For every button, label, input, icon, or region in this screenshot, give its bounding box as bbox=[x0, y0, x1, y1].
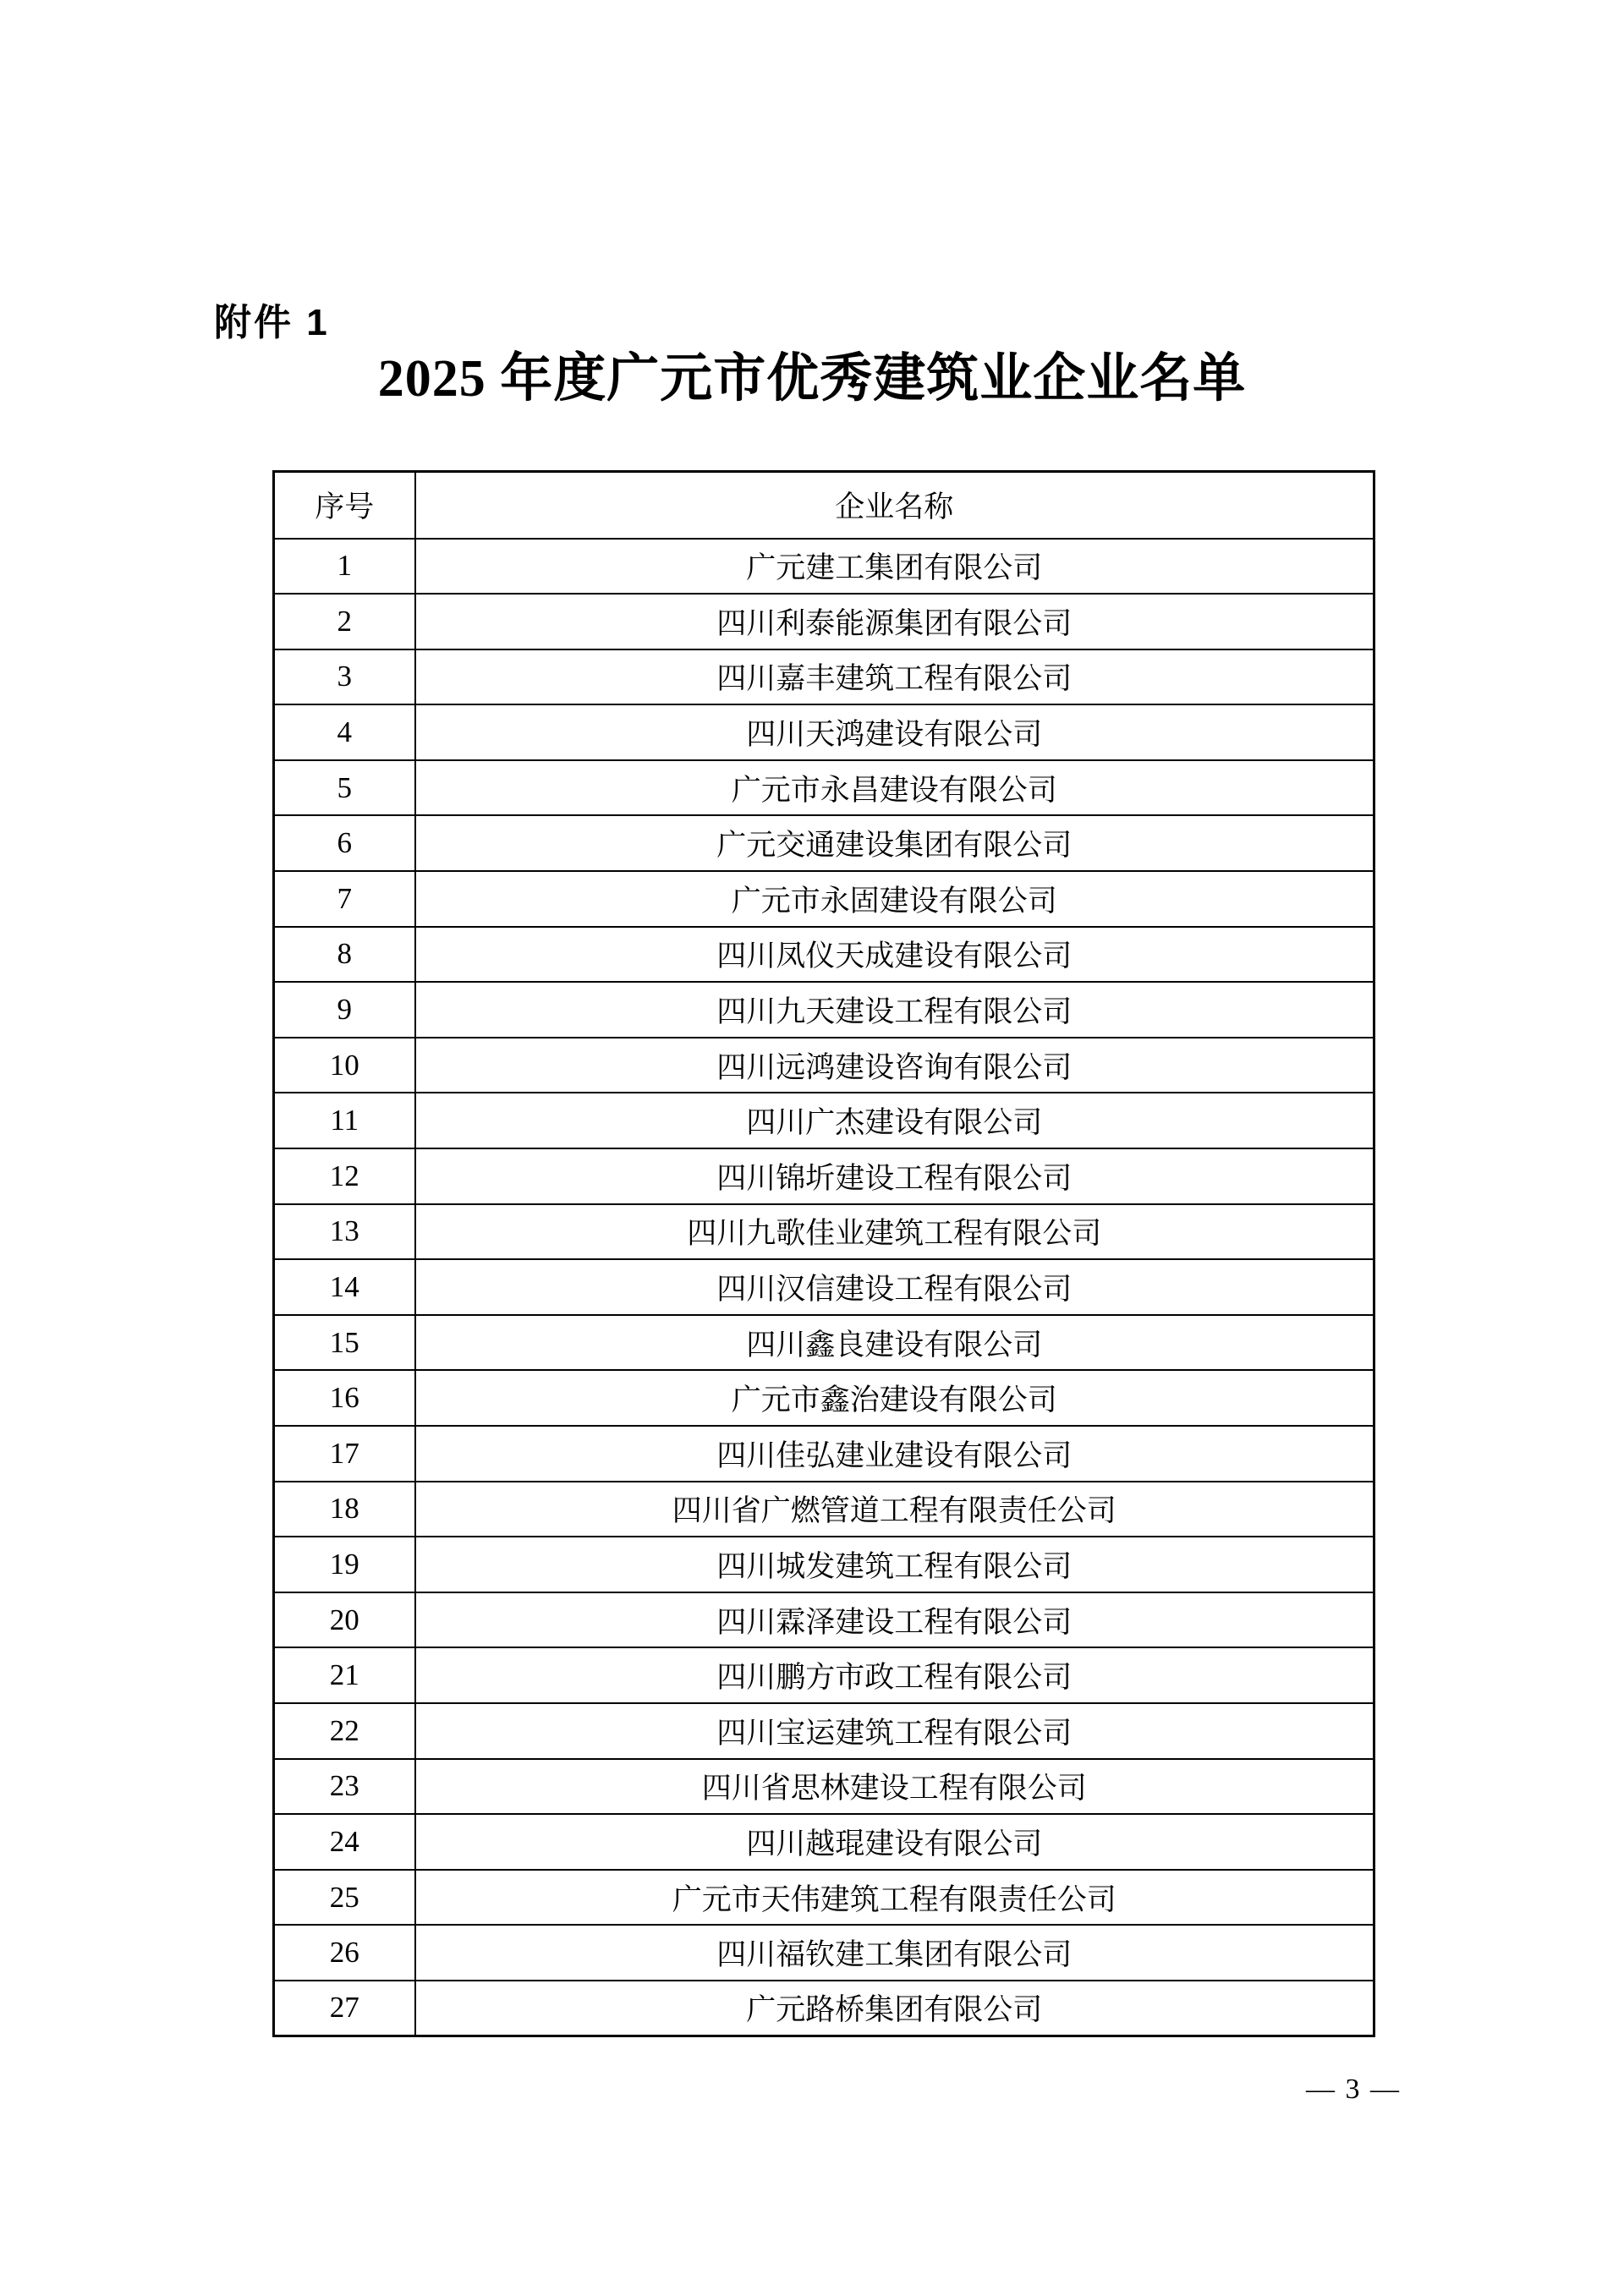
table-row bbox=[274, 1870, 1374, 1926]
table-row bbox=[274, 871, 1374, 927]
table-row bbox=[274, 1925, 1374, 1981]
row-number: 16 bbox=[274, 1370, 415, 1426]
row-number: 17 bbox=[274, 1426, 415, 1482]
column-header-index: 序号 bbox=[274, 472, 415, 539]
table-row bbox=[274, 594, 1374, 649]
company-name: 四川九歌佳业建筑工程有限公司 bbox=[415, 1204, 1374, 1260]
row-number: 3 bbox=[274, 649, 415, 705]
table-row bbox=[274, 649, 1374, 705]
page-number: — 3 — bbox=[1306, 2074, 1401, 2105]
table-row bbox=[274, 1426, 1374, 1482]
row-number: 6 bbox=[274, 815, 415, 871]
table-row bbox=[274, 982, 1374, 1038]
row-number: 2 bbox=[274, 594, 415, 649]
row-number: 24 bbox=[274, 1814, 415, 1870]
company-name: 广元交通建设集团有限公司 bbox=[415, 815, 1374, 871]
company-name: 四川省思林建设工程有限公司 bbox=[415, 1759, 1374, 1815]
page-title: 2025 年度广元市优秀建筑业企业名单 bbox=[377, 350, 1247, 408]
table-body bbox=[274, 539, 1374, 2036]
row-number: 7 bbox=[274, 871, 415, 927]
row-number: 4 bbox=[274, 704, 415, 760]
row-number: 11 bbox=[274, 1093, 415, 1148]
table-row bbox=[274, 1259, 1374, 1315]
row-number: 21 bbox=[274, 1647, 415, 1703]
table-row bbox=[274, 1093, 1374, 1148]
company-name: 广元建工集团有限公司 bbox=[415, 539, 1374, 595]
company-name: 广元市永固建设有限公司 bbox=[415, 871, 1374, 927]
row-number: 13 bbox=[274, 1204, 415, 1260]
row-number: 8 bbox=[274, 927, 415, 983]
row-number: 14 bbox=[274, 1259, 415, 1315]
company-name: 四川锦圻建设工程有限公司 bbox=[415, 1148, 1374, 1204]
table-row bbox=[274, 815, 1374, 871]
company-name: 四川天鸿建设有限公司 bbox=[415, 704, 1374, 760]
table-row bbox=[274, 704, 1374, 760]
company-name: 四川九天建设工程有限公司 bbox=[415, 982, 1374, 1038]
table-row bbox=[274, 1703, 1374, 1759]
company-name: 四川利泰能源集团有限公司 bbox=[415, 594, 1374, 649]
company-name: 四川广杰建设有限公司 bbox=[415, 1093, 1374, 1148]
row-number: 20 bbox=[274, 1592, 415, 1648]
row-number: 1 bbox=[274, 539, 415, 595]
table-row bbox=[274, 1204, 1374, 1260]
row-number: 10 bbox=[274, 1038, 415, 1093]
row-number: 15 bbox=[274, 1315, 415, 1371]
table-row bbox=[274, 1592, 1374, 1648]
column-header-name: 企业名称 bbox=[415, 472, 1374, 539]
row-number: 26 bbox=[274, 1925, 415, 1981]
table-row bbox=[274, 760, 1374, 816]
table-row bbox=[274, 1038, 1374, 1093]
table-header bbox=[274, 472, 1374, 539]
company-name: 广元市鑫治建设有限公司 bbox=[415, 1370, 1374, 1426]
table-row bbox=[274, 1148, 1374, 1204]
companies-table bbox=[272, 470, 1375, 2037]
company-name: 四川鑫良建设有限公司 bbox=[415, 1315, 1374, 1371]
table-row bbox=[274, 1759, 1374, 1815]
row-number: 19 bbox=[274, 1537, 415, 1592]
row-number: 25 bbox=[274, 1870, 415, 1926]
company-name: 四川嘉丰建筑工程有限公司 bbox=[415, 649, 1374, 705]
row-number: 22 bbox=[274, 1703, 415, 1759]
company-name: 四川鹏方市政工程有限公司 bbox=[415, 1647, 1374, 1703]
company-name: 四川汉信建设工程有限公司 bbox=[415, 1259, 1374, 1315]
attachment-label: 附件 1 bbox=[214, 302, 330, 343]
company-name: 四川宝运建筑工程有限公司 bbox=[415, 1703, 1374, 1759]
table-row bbox=[274, 1814, 1374, 1870]
company-name: 四川福钦建工集团有限公司 bbox=[415, 1925, 1374, 1981]
company-name: 四川凤仪天成建设有限公司 bbox=[415, 927, 1374, 983]
company-name: 广元路桥集团有限公司 bbox=[415, 1981, 1374, 2036]
company-name: 广元市永昌建设有限公司 bbox=[415, 760, 1374, 816]
table-row bbox=[274, 1370, 1374, 1426]
company-name: 四川佳弘建业建设有限公司 bbox=[415, 1426, 1374, 1482]
company-name: 四川城发建筑工程有限公司 bbox=[415, 1537, 1374, 1592]
row-number: 18 bbox=[274, 1482, 415, 1537]
table-row bbox=[274, 539, 1374, 595]
company-name: 广元市天伟建筑工程有限责任公司 bbox=[415, 1870, 1374, 1926]
row-number: 23 bbox=[274, 1759, 415, 1815]
table-row bbox=[274, 1315, 1374, 1371]
table-row bbox=[274, 1482, 1374, 1537]
row-number: 9 bbox=[274, 982, 415, 1038]
table-row bbox=[274, 927, 1374, 983]
company-name: 四川越琨建设有限公司 bbox=[415, 1814, 1374, 1870]
company-name: 四川霖泽建设工程有限公司 bbox=[415, 1592, 1374, 1648]
table-row bbox=[274, 1647, 1374, 1703]
company-name: 四川远鸿建设咨询有限公司 bbox=[415, 1038, 1374, 1093]
row-number: 5 bbox=[274, 760, 415, 816]
table-header-row bbox=[274, 472, 1374, 539]
row-number: 12 bbox=[274, 1148, 415, 1204]
table-row bbox=[274, 1981, 1374, 2036]
row-number: 27 bbox=[274, 1981, 415, 2036]
company-name: 四川省广燃管道工程有限责任公司 bbox=[415, 1482, 1374, 1537]
table-row bbox=[274, 1537, 1374, 1592]
